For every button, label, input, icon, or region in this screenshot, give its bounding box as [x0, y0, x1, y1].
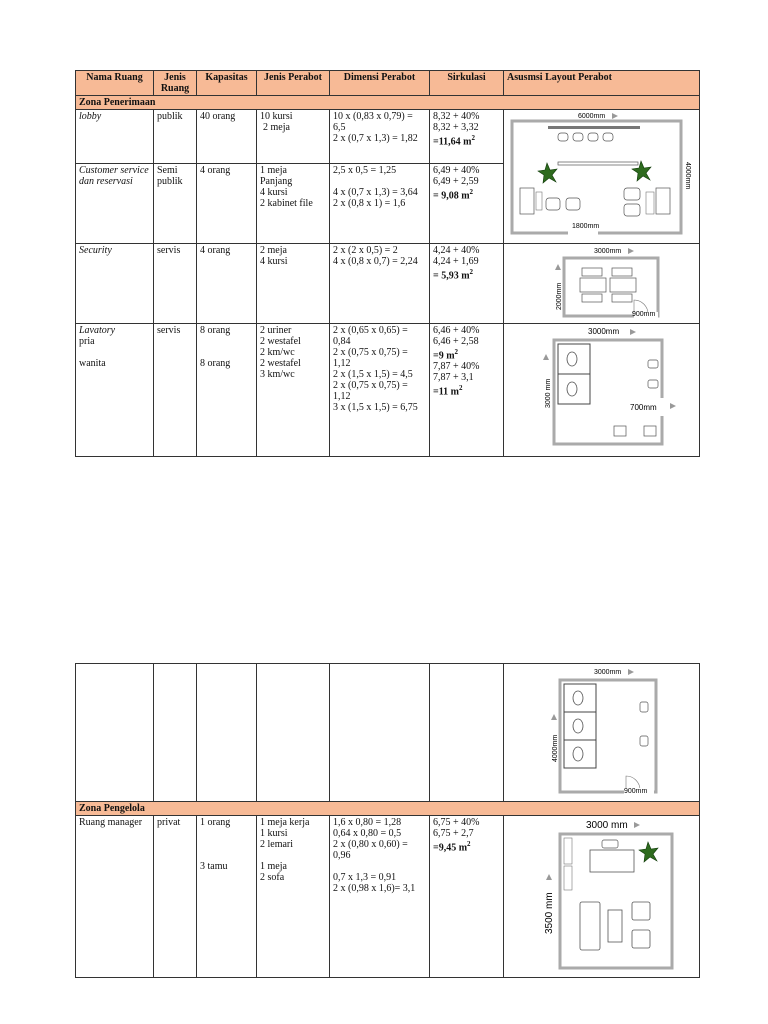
circulation-line: 6,75 + 40%	[433, 817, 480, 828]
circulation-line: 6,49 + 2,59	[433, 175, 479, 187]
furniture-dimension	[330, 324, 430, 457]
circulation-line: 4,24 + 40%	[433, 245, 480, 256]
layout-lavatory-cell	[504, 324, 700, 457]
circulation	[430, 163, 504, 243]
dimension-line: 10 x (0,83 x 0,79) = 6,5	[333, 111, 413, 133]
circulation-line: 6,46 + 40%	[433, 325, 480, 336]
dim-top-label: 6000mm	[578, 113, 606, 120]
furniture-dimension	[330, 110, 430, 164]
space-program-table-2	[75, 663, 700, 978]
dimension-line: 2 x (1,5 x 1,5) = 4,5	[333, 369, 413, 380]
lobby-floor-plan	[506, 112, 694, 238]
furniture-item: Panjang	[260, 175, 293, 187]
room-name-cell	[76, 324, 154, 457]
circulation-total: =11 $m^2$	[433, 384, 463, 398]
room-name: Security	[76, 244, 154, 324]
room-type: publik	[154, 110, 197, 164]
circulation	[430, 816, 504, 978]
circulation	[430, 110, 504, 164]
furniture-item: 2 km/wc	[260, 347, 295, 358]
room-type: servis	[154, 244, 197, 324]
furniture-item: 4 kursi	[260, 186, 288, 198]
zone-row	[76, 96, 700, 110]
dim-door-label: 900mm	[632, 311, 656, 318]
dimension-line: 4 x (0,7 x 1,3) = 3,64	[333, 186, 418, 198]
lavatory-wanita-floor-plan	[506, 666, 694, 796]
furniture-list	[257, 244, 330, 324]
furniture-item: 2 meja	[263, 122, 290, 133]
empty-cell	[76, 664, 154, 802]
table-row	[76, 110, 700, 164]
furniture-item: 3 km/wc	[260, 369, 295, 380]
dim-bottom-label: 1800mm	[572, 223, 600, 230]
room-sub-pria: pria	[79, 336, 95, 347]
zone-pengelola-label: Zona Pengelola	[76, 802, 700, 816]
capacity-cell	[197, 816, 257, 978]
furniture-dimension	[330, 163, 430, 243]
dim-right-label: 700mm	[630, 403, 657, 412]
dim-right-label: 4000mm	[684, 162, 691, 190]
manager-floor-plan	[506, 818, 694, 972]
circulation-line: 4,24 + 1,69	[433, 256, 479, 267]
circulation-line: 7,87 + 3,1	[433, 372, 474, 384]
furniture-item: 1 meja	[260, 861, 287, 872]
furniture-item: 1 meja	[260, 164, 287, 176]
furniture-item: 1 meja kerja	[260, 817, 310, 828]
dimension-line: 2 x (0,65 x 0,65) = 0,84	[333, 325, 408, 347]
dimension-line: 2 x (0,80 x 0,60) = 0,96	[333, 839, 408, 861]
capacity-line: 3 tamu	[200, 861, 228, 872]
empty-cell	[430, 664, 504, 802]
room-name: Customer service dan reservasi	[76, 163, 154, 243]
furniture-item: 2 uriner	[260, 325, 292, 336]
table-row	[76, 664, 700, 802]
security-floor-plan	[506, 246, 694, 318]
dimension-line: 2 x (0,98 x 1,6)= 3,1	[333, 883, 416, 894]
dimension-line: 1,6 x 0,80 = 1,28	[333, 817, 402, 828]
furniture-item: 2 westafel	[260, 336, 301, 347]
furniture-item: 2 meja	[260, 245, 287, 256]
capacity: 40 orang	[197, 110, 257, 164]
header-kapasitas: Kapasitas	[197, 71, 257, 96]
header-jenis-perabot: Jenis Perabot	[257, 71, 330, 96]
layout-security-cell	[504, 244, 700, 324]
dimension-line: 2 x (0,75 x 0,75) = 1,12	[333, 380, 408, 402]
circulation-line: 8,32 + 3,32	[433, 122, 479, 133]
dim-left-label: 3000 mm	[545, 378, 552, 408]
zone-row	[76, 802, 700, 816]
circulation-line: 6,49 + 40%	[433, 164, 480, 176]
dim-top-label: 3000mm	[588, 327, 620, 336]
dimension-line: 0,7 x 1,3 = 0,91	[333, 872, 397, 883]
dimension-line: 2,5 x 0,5 = 1,25	[333, 164, 397, 176]
dim-top-label: 3000mm	[594, 669, 622, 676]
circulation-line: 6,75 + 2,7	[433, 828, 474, 839]
room-type: privat	[154, 816, 197, 978]
dim-door-label: 900mm	[624, 788, 648, 795]
header-nama-ruang: Nama Ruang	[76, 71, 154, 96]
empty-cell	[197, 664, 257, 802]
dim-top-label: 3000 mm	[586, 820, 628, 831]
furniture-item: 2 sofa	[260, 872, 285, 883]
circulation-line: 8,32 + 40%	[433, 111, 480, 122]
empty-cell	[330, 664, 430, 802]
table-row	[76, 324, 700, 457]
header-sirkulasi: Sirkulasi	[430, 71, 504, 96]
header-jenis-ruang: Jenis Ruang	[154, 71, 197, 96]
capacity-line: 1 orang	[200, 817, 231, 828]
room-name: Lavatory	[79, 325, 116, 336]
dim-left-label: 3500 mm	[544, 892, 555, 934]
layout-manager-cell	[504, 816, 700, 978]
furniture-item: 1 kursi	[260, 828, 288, 839]
dimension-line: 3 x (1,5 x 1,5) = 6,75	[333, 402, 418, 413]
layout-lobby-cell	[504, 110, 700, 244]
dimension-line: 2 x (2 x 0,5) = 2	[333, 245, 398, 256]
capacity-wanita: 8 orang	[200, 358, 231, 369]
circulation	[430, 244, 504, 324]
furniture-item: 4 kursi	[260, 256, 288, 267]
dimension-line: 4 x (0,8 x 0,7) = 2,24	[333, 256, 418, 267]
table-row	[76, 816, 700, 978]
lavatory-pria-floor-plan	[506, 326, 694, 450]
circulation-total: =9 $m^2$	[433, 348, 459, 362]
dimension-line: 2 x (0,7 x 1,3) = 1,82	[333, 133, 418, 144]
layout-lavatory-wanita-cell	[504, 664, 700, 802]
header-dimensi-perabot: Dimensi Perabot	[330, 71, 430, 96]
furniture-item: 2 westafel	[260, 358, 301, 369]
circulation-line: 6,46 + 2,58	[433, 336, 479, 347]
circulation-total: = 5,93 $m^2$	[433, 268, 474, 282]
table-row	[76, 244, 700, 324]
capacity: 4 orang	[197, 163, 257, 243]
dim-top-label: 3000mm	[594, 248, 622, 255]
dimension-line: 0,64 x 0,80 = 0,5	[333, 828, 402, 839]
room-name: Ruang manager	[76, 816, 154, 978]
circulation-total: = 9,08 $m^2$	[433, 187, 474, 201]
furniture-item: 10 kursi	[260, 111, 293, 122]
header-row	[76, 71, 700, 96]
header-layout: Asusmsi Layout Perabot	[504, 71, 700, 96]
furniture-list	[257, 324, 330, 457]
dimension-line: 2 x (0,75 x 0,75) = 1,12	[333, 347, 408, 369]
capacity: 4 orang	[197, 244, 257, 324]
dim-left-label: 4000mm	[552, 734, 559, 762]
furniture-dimension	[330, 244, 430, 324]
furniture-item: 2 lemari	[260, 839, 294, 850]
dim-left-label: 2000mm	[556, 282, 563, 310]
room-name: lobby	[76, 110, 154, 164]
capacity-cell	[197, 324, 257, 457]
circulation-total: =9,45 $m^2$	[433, 840, 471, 854]
empty-cell	[257, 664, 330, 802]
furniture-dimension	[330, 816, 430, 978]
circulation-line: 7,87 + 40%	[433, 361, 480, 373]
furniture-list	[257, 110, 330, 164]
circulation-total: =11,64 $m^2$	[433, 134, 475, 148]
room-sub-wanita: wanita	[79, 358, 106, 369]
room-type: Semi publik	[154, 163, 197, 243]
dimension-line: 2 x (0,8 x 1) = 1,6	[333, 197, 406, 209]
furniture-item: 2 kabinet file	[260, 197, 313, 209]
space-program-table-1	[75, 70, 700, 457]
furniture-list	[257, 163, 330, 243]
capacity-pria: 8 orang	[200, 325, 231, 336]
room-type: servis	[154, 324, 197, 457]
furniture-list	[257, 816, 330, 978]
empty-cell	[154, 664, 197, 802]
circulation	[430, 324, 504, 457]
zone-penerimaan-label: Zona Penerimaan	[76, 96, 700, 110]
